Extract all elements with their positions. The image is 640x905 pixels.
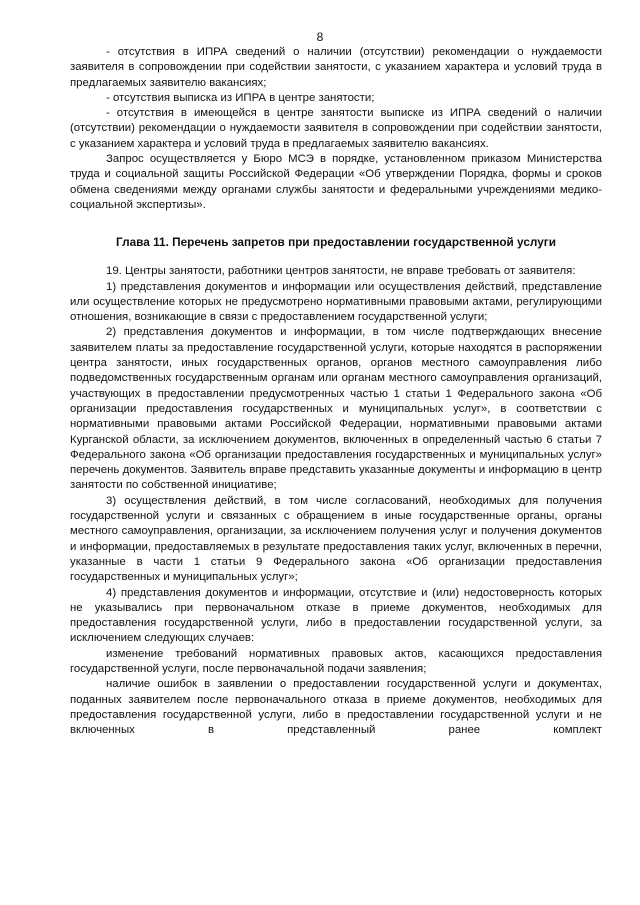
list-item-ipra-no-recommendation: - отсутствия в ИПРА сведений о наличии (отсутствии) рекомендации о нуждаемости заявителя в сопровождении при содействии занятости, с указанием характера и условий труда в предлагаемых заявителю вакансиях; [70, 46, 602, 89]
clause-19-case-errors-in-application: наличие ошибок в заявлении о предоставлении государственной услуги и документах, поданных заявителем после первоначального отказа в приеме документов, необходимых для предоставления государственной услуги, либо в предоставлении государственной услуги и не включенных в представленный ранее комплект [70, 678, 602, 737]
clause-19-intro: 19. Центры занятости, работники центров занятости, не вправе требовать от заявителя: [106, 265, 576, 278]
clause-19-item-1: 1) представления документов и информации или осуществления действий, представление или осуществление которых не предусмотрено нормативными правовыми актами, регулирующими отношения, возникающие в связи с предоставлением государственной услуги; [70, 280, 602, 324]
clause-19-item-2: 2) представления документов и информации, в том числе подтверждающих внесение заявителем платы за предоставление государственной услуги, которые находятся в распоряжении центра занятости, иных государственных органов, органов местного самоуправления либо подведомственных государственным органам или органам местного самоуправления организаций, участвующих в предоставлении предусмотренных частью 1 статьи 1 Федерального закона «Об организации предоставления государственных и муниципальных услуг», в соответствии с нормативными правовыми актами Российской Федерации, нормативными правовыми актами Курганской области, за исключением документов, включенных в определенный частью 6 статьи 7 Федерального закона «Об организации предоставления государственных и муниципальных услуг» перечень документов. Заявитель вправе представить указанные документы и информацию в центр занятости по собственной инициативе; [70, 326, 602, 492]
request-paragraph: Запрос осуществляется у Бюро МСЭ в порядке, установленном приказом Министерства труда и социальной защиты Российской Федерации «Об утверждении Порядка, формы и сроков обмена сведениями между органами службы занятости и федеральными учреждениями медико-социальной экспертизы». [70, 153, 602, 211]
page-number: 8 [316, 30, 324, 44]
clause-19-item-3: 3) осуществления действий, в том числе согласований, необходимых для получения государственной услуги и связанных с обращением в иные государственные органы, органы местного самоуправления, организации, за исключением получения услуг и получения документов и информации, предоставляемых в результате предоставления таких услуг, включенных в перечни, указанные в части 1 статьи 9 Федерального закона «Об организации предоставления государственных и муниципальных услуг»; [70, 494, 602, 584]
clause-19-item-4: 4) представления документов и информации, отсутствие и (или) недостоверность которых не указывались при первоначальном отказе в приеме документов, необходимых для предоставления государственной услуги, либо в предоставлении государственной услуги, за исключением следующих случаев: [70, 586, 602, 645]
clause-19-case-requirements-change: изменение требований нормативных правовых актов, касающихся предоставления государственной услуги, после первоначальной подачи заявления; [70, 647, 602, 675]
chapter-heading: Глава 11. Перечень запретов при предоставлении государственной услуги [116, 235, 556, 250]
list-item-no-ipra-extract: - отсутствия выписка из ИПРА в центре занятости; [106, 91, 375, 104]
list-item-extract-no-recommendation: - отсутствия в имеющейся в центре занятости выписке из ИПРА сведений о наличии (отсутствии) рекомендации о нуждаемости заявителя в сопровождении при содействии занятости, с указанием характера и условий труда в предлагаемых заявителю вакансиях. [70, 107, 602, 150]
document-body [70, 45, 602, 738]
